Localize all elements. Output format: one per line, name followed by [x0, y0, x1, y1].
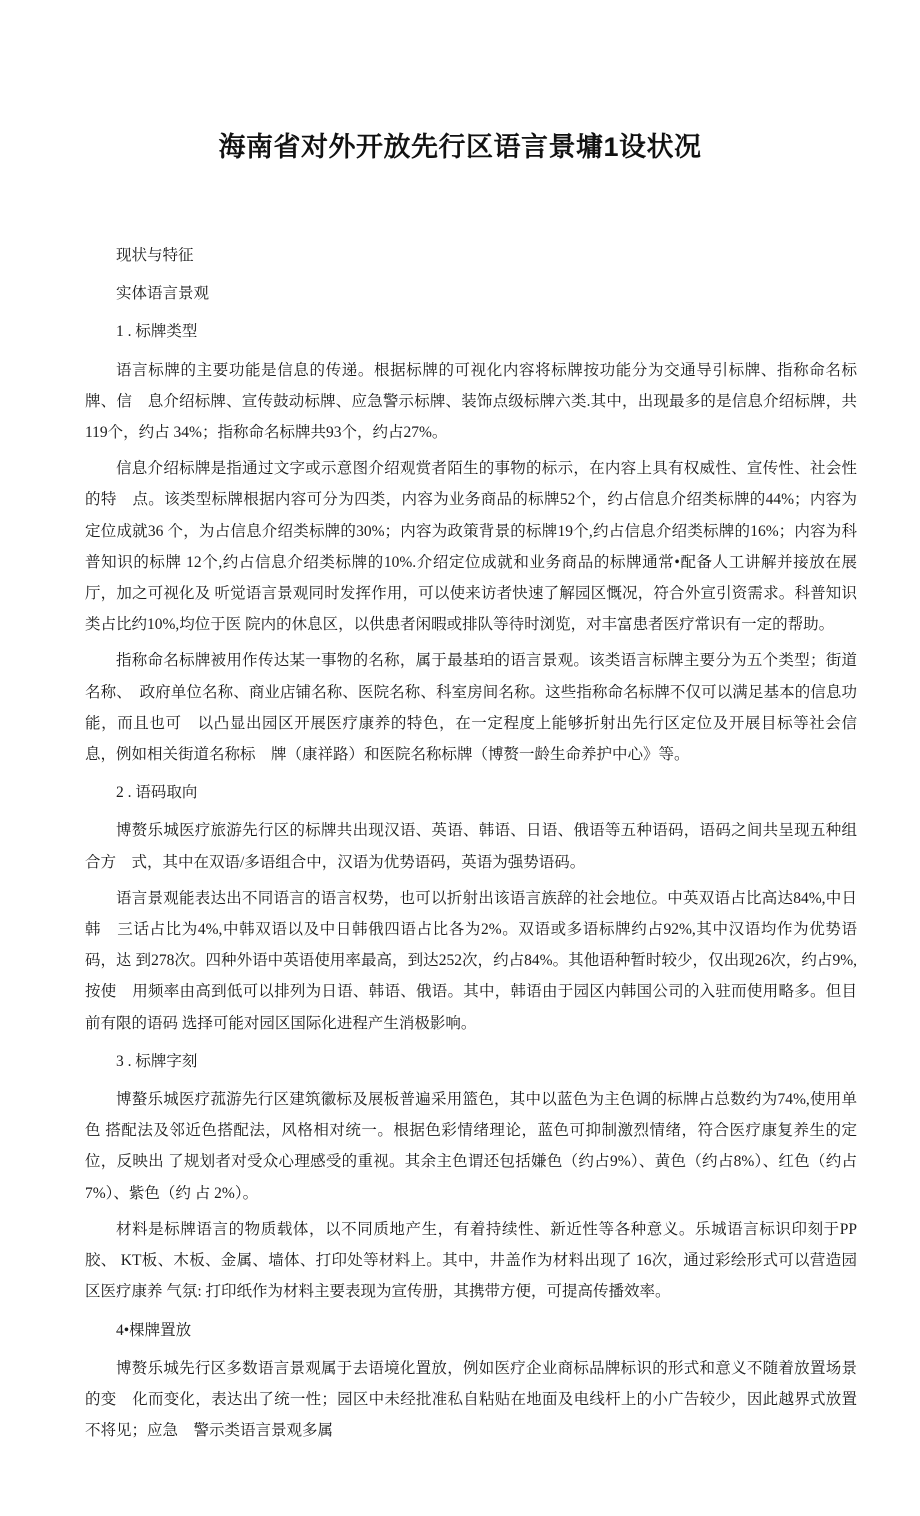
para-info-intro-signs: 信息介绍标牌是指通过文字或示意图介绍观赏者陌生的事物的标示，在内容上具有权威性、宣传性、社会性的特 点。该类型标牌根据内容可分为四类，内容为业务商品的标牌52个，约占信息介绍类标牌的44%；内容为定位成就36 个，为占信息介绍类标牌的30%；内容为政策背景的标牌19个,约占信息介绍类标牌的16%；内容为科普知识的标牌 12个,约占信息介绍类标牌的10%.介绍定位成就和业务商品的标牌通常•配备人工讲解并接放在展厅，加之可视化及 听觉语言景观同时发挥作用，可以使来访者快速了解园区慨况，符合外宣引资需求。科普知识类占比约10%,均位于医 院内的休息区，以供患者闲暇或排队等待时浏览，对丰富患者医疗常识有一定的帮助。 — [85, 460, 857, 634]
para-material-analysis: 材料是标牌语言的物质载体，以不同质地产生，有着持续性、新近性等各种意义。乐城语言标识印刻于PP胶、 KT板、木板、金属、墙体、打印处等材料上。其中，井盖作为材料出现了 16次，通过彩绘形式可以营造园区医疗康养 气氛: 打印纸作为材料主要表现为宣传册，其携带方便，可提高传播效率。 — [85, 1220, 857, 1301]
heading-current-status-and-features: 现状与特征 — [116, 247, 194, 264]
heading-1-sign-types: 1 . 标牌类型 — [116, 323, 198, 341]
para-code-inventory: 博赘乐城医疗旅游先行区的标牌共出现汉语、英语、韩语、日语、俄语等五种语码，语码之间共呈现五种组合方 式，其中在双语/多语组合中，汉语为优势语码，英语为强势语码。 — [85, 822, 857, 871]
para-placement-analysis: 博赘乐城先行区多数语言景观属于去语境化置放，例如医疗企业商标品牌标识的形式和意义不随着放置场景的变 化而变化，表达出了统一性；园区中未经批准私自粘贴在地面及电线杆上的小广告较少，因此越界式放置不将见；应急 警示类语言景观多属 — [85, 1359, 857, 1440]
para-naming-signs: 指称命名标牌被用作传达某一事物的名称，属于最基珀的语言景观。该类语言标牌主要分为五个类型；街道名称、 政府单位名称、商业店铺名称、医院名称、科室房间名称。这些指称命名标牌不仅可以满足基本的信息功能，而且也可 以凸显出园区开展医疗康养的特色，在一定程度上能够折射出先行区定位及开展目标等社会信息，例如相关街道名称标 牌（康祥路）和医院名称标牌（博赘一龄生命养护中心》等。 — [85, 652, 857, 764]
para-color-analysis: 博螯乐城医疗菰游先行区建筑徽标及展板普遍采用篮色，其中以蓝色为主色调的标牌占总数约为74%,使用单色 搭配法及邻近色搭配法，风格相对统一。根据色彩情绪理论，蓝色可抑制激烈情绪，符合医疗康复养生的定位，反映出 了规划者对受众心理感受的重视。其余主色谓还包括嫌色（约占9%）、黄色（约占8%）、红色（约占7%）、紫色（约 占 2%）。 — [85, 1091, 857, 1202]
heading-2-code-orientation: 2 . 语码取向 — [116, 784, 198, 802]
document-body — [0, 240, 920, 1446]
page-title: 海南省对外开放先行区语言景墉1设状况 — [218, 132, 702, 162]
para-sign-function-overview: 语言标牌的主要功能是信息的传递。根据标牌的可视化内容将标牌按功能分为交通导引标牌、指称命名标牌、信 息介绍标牌、宣传鼓动标牌、应急警示标牌、装饰点级标牌六类.其中，出现最多的是信息介绍标牌，共119个，约占 34%；指称命名标牌共93个，约占27%。 — [85, 361, 857, 442]
para-language-power-analysis: 语言景观能表达出不同语言的语言权势，也可以折射出该语言族辞的社会地位。中英双语占比高达84%,中日韩 三话占比为4%,中韩双语以及中日韩俄四语占比各为2%。双语或多语标牌约占92%,其中汉语均作为优势语码，迏 到278次。四种外语中英语使用率最高，到达252次，约占84%。其他语种暂时较少，仅出现26次，约占9%,按使 用频率由高到低可以排列为日语、韩语、俄语。其中，韩语由于园区内韩国公司的入驻而使用略多。但目前有限的语码 选择可能对园区国际化进程产生消极影响。 — [85, 889, 857, 1032]
heading-4-sign-placement: 4•棵牌置放 — [116, 1321, 192, 1339]
heading-3-sign-lettering: 3 . 标牌字刻 — [116, 1052, 198, 1070]
heading-physical-linguistic-landscape: 实体语言景观 — [116, 285, 210, 303]
